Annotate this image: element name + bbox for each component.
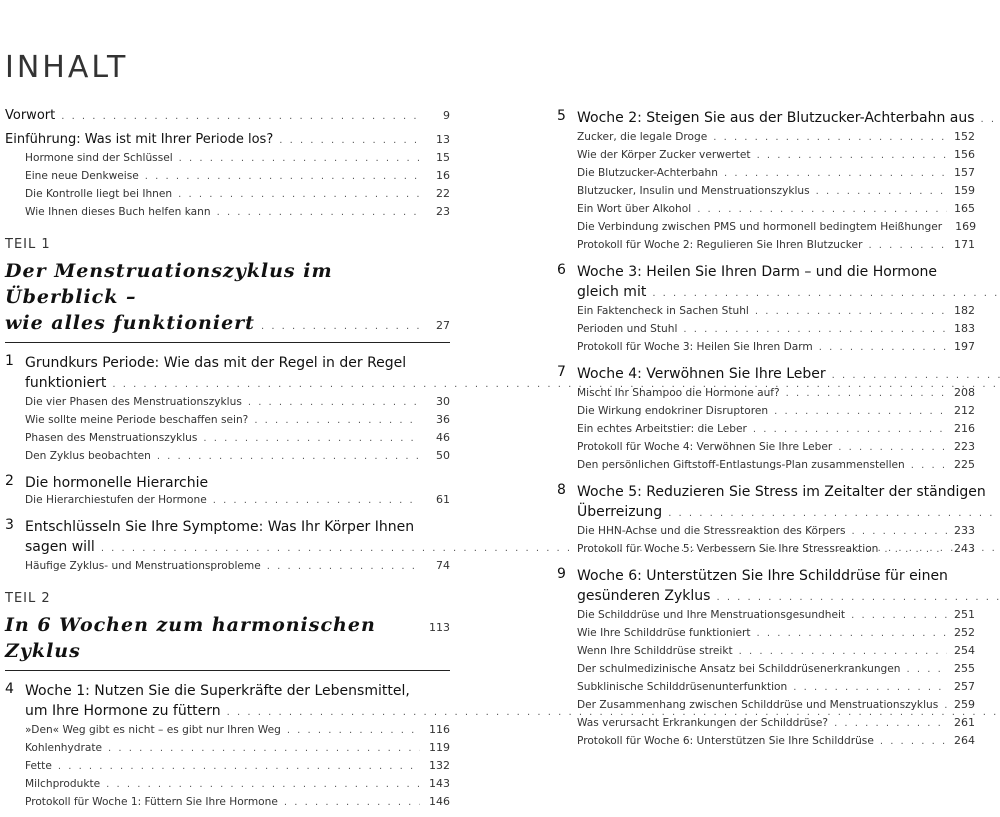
chapter-number: 2 [5, 473, 14, 489]
toc-subentry[interactable]: Protokoll für Woche 4: Verwöhnen Sie Ihre Leber . . . 223 [557, 440, 975, 458]
toc-subentry[interactable]: Milchprodukte . . . 143 [5, 777, 450, 795]
chapter-6[interactable]: 6 Woche 3: Heilen Sie Ihren Darm – und die Hormone gleich mit . . . Ein Faktencheck in Sachen Stuhl . . . 182 Perioden und Stuhl . . . 183 Protokoll für Woche 3: Heilen Sie Ihren Darm . . . 197 [557, 262, 975, 358]
chapter-8[interactable]: 8 Woche 5: Reduzieren Sie Stress im Zeitalter der ständigen Überreizung . . . Die HHN-Achse und die Stressreaktion des Körpers . . . 233 Protokoll für Woche 5: Verbessern Sie Ihre Stressreaktion . . . 243 [557, 482, 975, 560]
part-1-title-line-2: wie alles funktioniert [5, 312, 255, 334]
toc-subentry[interactable]: Hormone sind der Schlüssel . . . 15 [5, 151, 450, 169]
toc-subentry[interactable]: Wie Ihre Schilddrüse funktioniert . . . 252 [557, 626, 975, 644]
chapter-number: 9 [557, 566, 566, 582]
toc-subentry[interactable]: Eine neue Denkweise . . . 16 [5, 169, 450, 187]
toc-subentry[interactable]: Protokoll für Woche 1: Füttern Sie Ihre Hormone . . . 146 [5, 795, 450, 813]
chapter-number: 7 [557, 364, 566, 380]
part-1-label: TEIL 1 [5, 237, 51, 252]
toc-subentry[interactable]: Die vier Phasen des Menstruationszyklus . . . 30 [5, 395, 450, 413]
part-divider [5, 342, 450, 343]
toc-subentry[interactable]: Perioden und Stuhl . . . 183 [557, 322, 975, 340]
chapter-number: 1 [5, 353, 14, 369]
toc-subentry[interactable]: Die HHN-Achse und die Stressreaktion des Körpers . . . 233 [557, 524, 975, 542]
toc-subentry[interactable]: Ein echtes Arbeitstier: die Leber . . . 216 [557, 422, 975, 440]
toc-entry-vorwort[interactable]: Vorwort . . . 9 [5, 108, 450, 123]
toc-subentry[interactable]: Wie sollte meine Periode beschaffen sein? . . . 36 [5, 413, 450, 431]
toc-subentry[interactable]: Fette . . . 132 [5, 759, 450, 777]
chapter-number: 6 [557, 262, 566, 278]
toc-subentry[interactable]: Protokoll für Woche 2: Regulieren Sie Ihren Blutzucker . . . 171 [557, 238, 975, 256]
toc-subentry[interactable]: Wenn Ihre Schilddrüse streikt . . . 254 [557, 644, 975, 662]
chapter-number: 3 [5, 517, 14, 533]
toc-subentry[interactable]: Der schulmedizinische Ansatz bei Schilddrüsenerkrankungen . . . 255 [557, 662, 975, 680]
toc-subentry[interactable]: Der Zusammenhang zwischen Schilddrüse und Menstruationszyklus . . . 259 [557, 698, 975, 716]
toc-subentry[interactable]: Die Blutzucker-Achterbahn . . . 157 [557, 166, 975, 184]
toc-subentry[interactable]: Die Kontrolle liegt bei Ihnen . . . 22 [5, 187, 450, 205]
toc-subentry[interactable]: Protokoll für Woche 5: Verbessern Sie Ihre Stressreaktion . . . 243 [557, 542, 975, 560]
part-2-title: In 6 Wochen zum harmonischen Zyklus [5, 614, 376, 662]
toc-subentry[interactable]: Kohlenhydrate . . . 119 [5, 741, 450, 759]
toc-subentry[interactable]: Subklinische Schilddrüsenunterfunktion . . . 257 [557, 680, 975, 698]
toc-subentry[interactable]: Häufige Zyklus- und Menstruationsprobleme . . . 74 [5, 559, 450, 577]
toc-subentry[interactable]: Die Wirkung endokriner Disruptoren . . . 212 [557, 404, 975, 422]
toc-subentry[interactable]: Was verursacht Erkrankungen der Schilddrüse? . . . 261 [557, 716, 975, 734]
part-divider [5, 670, 450, 671]
toc-subentry[interactable]: Protokoll für Woche 3: Heilen Sie Ihren Darm . . . 197 [557, 340, 975, 358]
toc-subentry[interactable]: Ein Wort über Alkohol . . . 165 [557, 202, 975, 220]
toc-subentry[interactable]: Wie Ihnen dieses Buch helfen kann . . . 23 [5, 205, 450, 223]
chapter-number: 8 [557, 482, 566, 498]
chapter-3[interactable]: 3 Entschlüsseln Sie Ihre Symptome: Was Ihr Körper Ihnen sagen will . . . Häufige Zyklus- und Menstruationsprobleme . . . 74 [5, 517, 450, 577]
toc-subentry[interactable]: »Den« Weg gibt es nicht – es gibt nur Ihren Weg . . . 116 [5, 723, 450, 741]
chapter-4[interactable]: 4 Woche 1: Nutzen Sie die Superkräfte der Lebensmittel, um Ihre Hormone zu füttern . . . »Den« Weg gibt es nicht – es gibt nur Ihren Weg . . . 116 Kohlenhydrate . . . 119 Fette . . . 132 Milchprodukte . . . 143 Protokoll für Woche 1: Füttern Sie Ihre Hormone . . . 146 [5, 681, 450, 813]
chapter-number: 4 [5, 681, 14, 697]
toc-subentry[interactable]: Zucker, die legale Droge . . . 152 [557, 130, 975, 148]
chapter-1[interactable]: 1 Grundkurs Periode: Wie das mit der Regel in der Regel funktioniert . . . Die vier Phasen des Menstruationszyklus . . . 30 Wie sollte meine Periode beschaffen sein? . . . 36 Phasen des Menstruationszyklus . . . 46 Den Zyklus beobachten . . . 50 [5, 353, 450, 467]
chapter-number: 5 [557, 108, 566, 124]
toc-subentry[interactable]: Protokoll für Woche 6: Unterstützen Sie Ihre Schilddrüse . . . 264 [557, 734, 975, 752]
toc-right-column [557, 108, 986, 756]
toc-subentry[interactable]: Den Zyklus beobachten . . . 50 [5, 449, 450, 467]
part-2-title-block[interactable]: In 6 Wochen zum harmonischen Zyklus 113 [5, 612, 450, 671]
toc-subentry[interactable]: Blutzucker, Insulin und Menstruationszyklus . . . 159 [557, 184, 975, 202]
chapter-2[interactable]: 2 Die hormonelle Hierarchie Die Hierarchiestufen der Hormone . . . 61 [5, 473, 450, 511]
part-2-label: TEIL 2 [5, 591, 51, 606]
toc-subentry[interactable]: Die Verbindung zwischen PMS und hormonell bedingtem Heißhunger 169 [577, 220, 977, 233]
toc-subentry[interactable]: Den persönlichen Giftstoff-Entlastungs-Plan zusammenstellen . . . 225 [557, 458, 975, 476]
chapter-5[interactable]: 5 Woche 2: Steigen Sie aus der Blutzucker-Achterbahn aus . . . Zucker, die legale Droge . . . 152 Wie der Körper Zucker verwertet . . . 156 Die Blutzucker-Achterbahn . . . 157 Blutzucker, Insulin und Menstruationszyklus . . . 159 Ein Wort über Alkohol . . . 165 Die Verbindung zwischen PMS und hormonell bedingtem Heißhunger 169 Protokoll für Woche 2: Regulieren Sie Ihren Blutzucker . . . 171 [557, 108, 975, 256]
intro-sub-list [5, 151, 450, 223]
toc-subentry[interactable]: Ein Faktencheck in Sachen Stuhl . . . 182 [557, 304, 975, 322]
toc-left-column [5, 108, 450, 817]
part-1-title-block[interactable]: Der Menstruationszyklus im Überblick – wie alles funktioniert . . . 27 [5, 258, 450, 343]
toc-subentry[interactable]: Phasen des Menstruationszyklus . . . 46 [5, 431, 450, 449]
chapter-7[interactable]: 7 Woche 4: Verwöhnen Sie Ihre Leber . . . Mischt Ihr Shampoo die Hormone auf? . . . 208 Die Wirkung endokriner Disruptoren . . . 212 Ein echtes Arbeitstier: die Leber . . . 216 Protokoll für Woche 4: Verwöhnen Sie Ihre Leber . . . 223 Den persönlichen Giftstoff-Entlastungs-Plan zusammenstellen . . . 225 [557, 364, 975, 476]
toc-subentry[interactable]: Die Hierarchiestufen der Hormone . . . 61 [5, 493, 450, 511]
chapter-9[interactable]: 9 Woche 6: Unterstützen Sie Ihre Schilddrüse für einen gesünderen Zyklus . . . Die Schilddrüse und Ihre Menstruationsgesundheit . . . 251 Wie Ihre Schilddrüse funktioniert . . . 252 Wenn Ihre Schilddrüse streikt . . . 254 Der schulmedizinische Ansatz bei Schilddrüsenerkrankungen . . . 255 Subklinische Schilddrüsenunterfunktion . . . 257 Der Zusammenhang zwischen Schilddrüse und Menstruationszyklus . . . 259 Was verursacht Erkrankungen der Schilddrüse? . . . 261 Protokoll für Woche 6: Unterstützen Sie Ihre Schilddrüse . . . 264 [557, 566, 975, 752]
page-title: INHALT [5, 50, 129, 85]
part-1-title-line-1: Der Menstruationszyklus im Überblick – [5, 260, 333, 308]
toc-entry-einfuehrung[interactable]: Einführung: Was ist mit Ihrer Periode los? . . . 13 [5, 132, 450, 147]
toc-subentry[interactable]: Die Schilddrüse und Ihre Menstruationsgesundheit . . . 251 [557, 608, 975, 626]
toc-subentry[interactable]: Wie der Körper Zucker verwertet . . . 156 [557, 148, 975, 166]
toc-subentry[interactable]: Mischt Ihr Shampoo die Hormone auf? . . . 208 [557, 386, 975, 404]
